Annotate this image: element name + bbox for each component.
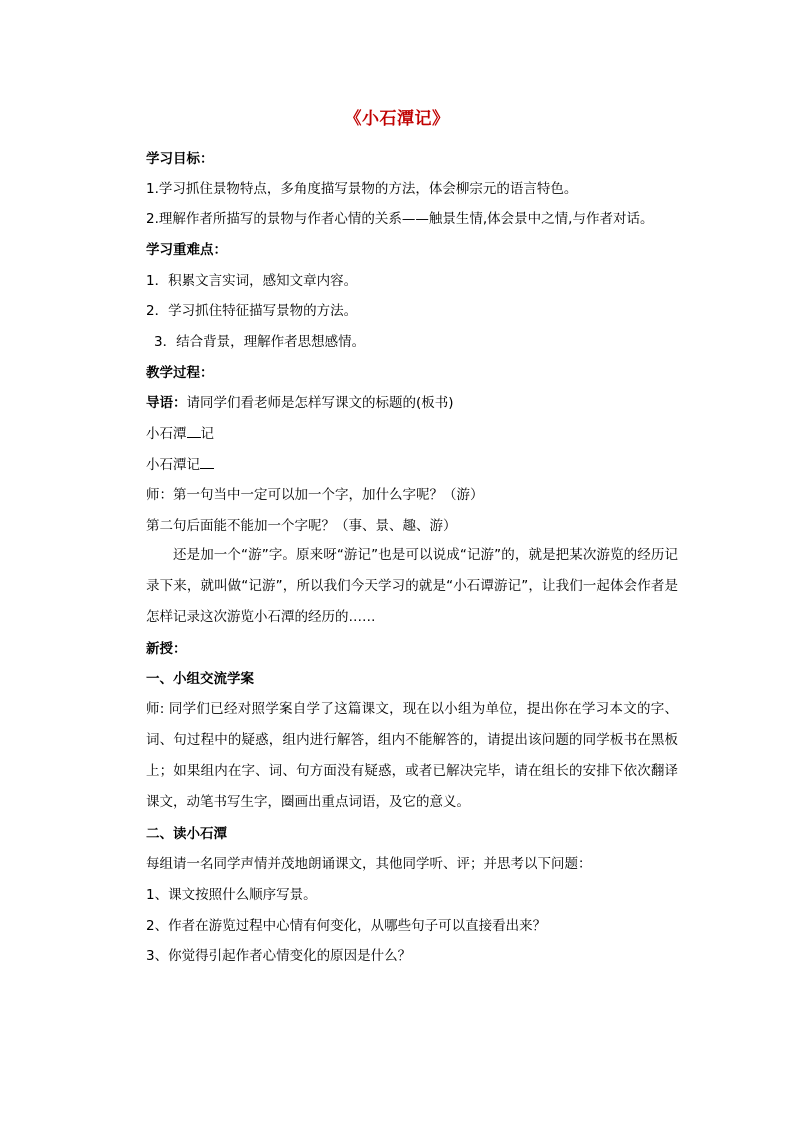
blank-underline [200,456,214,469]
intro-text: 请同学们看老师是怎样写课文的标题的(板书) [186,395,454,411]
key-point-1: 1．积累文言实词，感知文章内容。 [146,273,358,289]
discussion-question-3: 3、你觉得引起作者心情变化的原因是什么？ [146,948,412,964]
key-point-2: 2．学习抓住特征描写景物的方法。 [146,303,358,319]
key-point-3: 3．结合背景，理解作者思想感情。 [154,334,366,350]
goal-item-2: 2.理解作者所描写的景物与作者心情的关系——触景生情,体会景中之情,与作者对话。 [146,211,654,227]
process-heading: 教学过程： [146,365,214,381]
discussion-question-2: 2、作者在游览过程中心情有何变化，从哪些句子可以直接看出来？ [146,918,547,934]
question-line-1: 师：第一句当中一定可以加一个字，加什么字呢？（游） [146,487,484,503]
key-points-heading: 学习重难点： [146,242,227,258]
new-lesson-heading: 新授： [146,641,187,657]
goals-heading: 学习目标： [146,151,214,167]
question-line-2: 第二句后面能不能加一个字呢？（事、景、趣、游） [146,518,457,534]
board-title-2-text: 小石潭记 [146,457,200,473]
board-title-1 [146,425,214,443]
paragraph-group-discussion: 师: 同学们已经对照学案自学了这篇课文，现在以小组为单位，提出你在学习本文的字、词、句过程中的疑惑，组内进行解答，组内不能解答的，请提出该问题的同学板书在黑板上；如果组内在字、词、句方面没有疑惑，或者已解决完毕，请在组长的安排下依次翻译课文，动笔书写生字，圈画出重点词语，及它的意义。 [146,701,678,810]
paragraph-intro: 还是加一个“游”字。原来呀“游记”也是可以说成“记游”的，就是把某次游览的经历记录下来，就叫做“记游”，所以我们今天学习的就是“小石谭游记”，让我们一起体会作者是怎样记录这次游览小石潭的经历的…… [146,547,678,625]
goal-item-1: 1.学习抓住景物特点，多角度描写景物的方法，体会柳宗元的语言特色。 [146,181,578,197]
board-title-1-part-a: 小石潭 [146,426,187,442]
part2-intro: 每组请一名同学声情并茂地朗诵课文，其他同学听、评；并思考以下问题： [146,856,592,872]
board-title-2 [146,456,214,474]
document-title: 《小石潭记》 [344,109,450,129]
intro-line [146,394,454,412]
part1-heading: 一、小组交流学案 [146,671,254,687]
intro-label: 导语： [146,395,187,411]
board-title-1-part-b: 记 [200,426,214,442]
part2-heading: 二、读小石潭 [146,826,227,842]
blank-underline [187,425,201,438]
discussion-question-1: 1、课文按照什么顺序写景。 [146,887,317,903]
